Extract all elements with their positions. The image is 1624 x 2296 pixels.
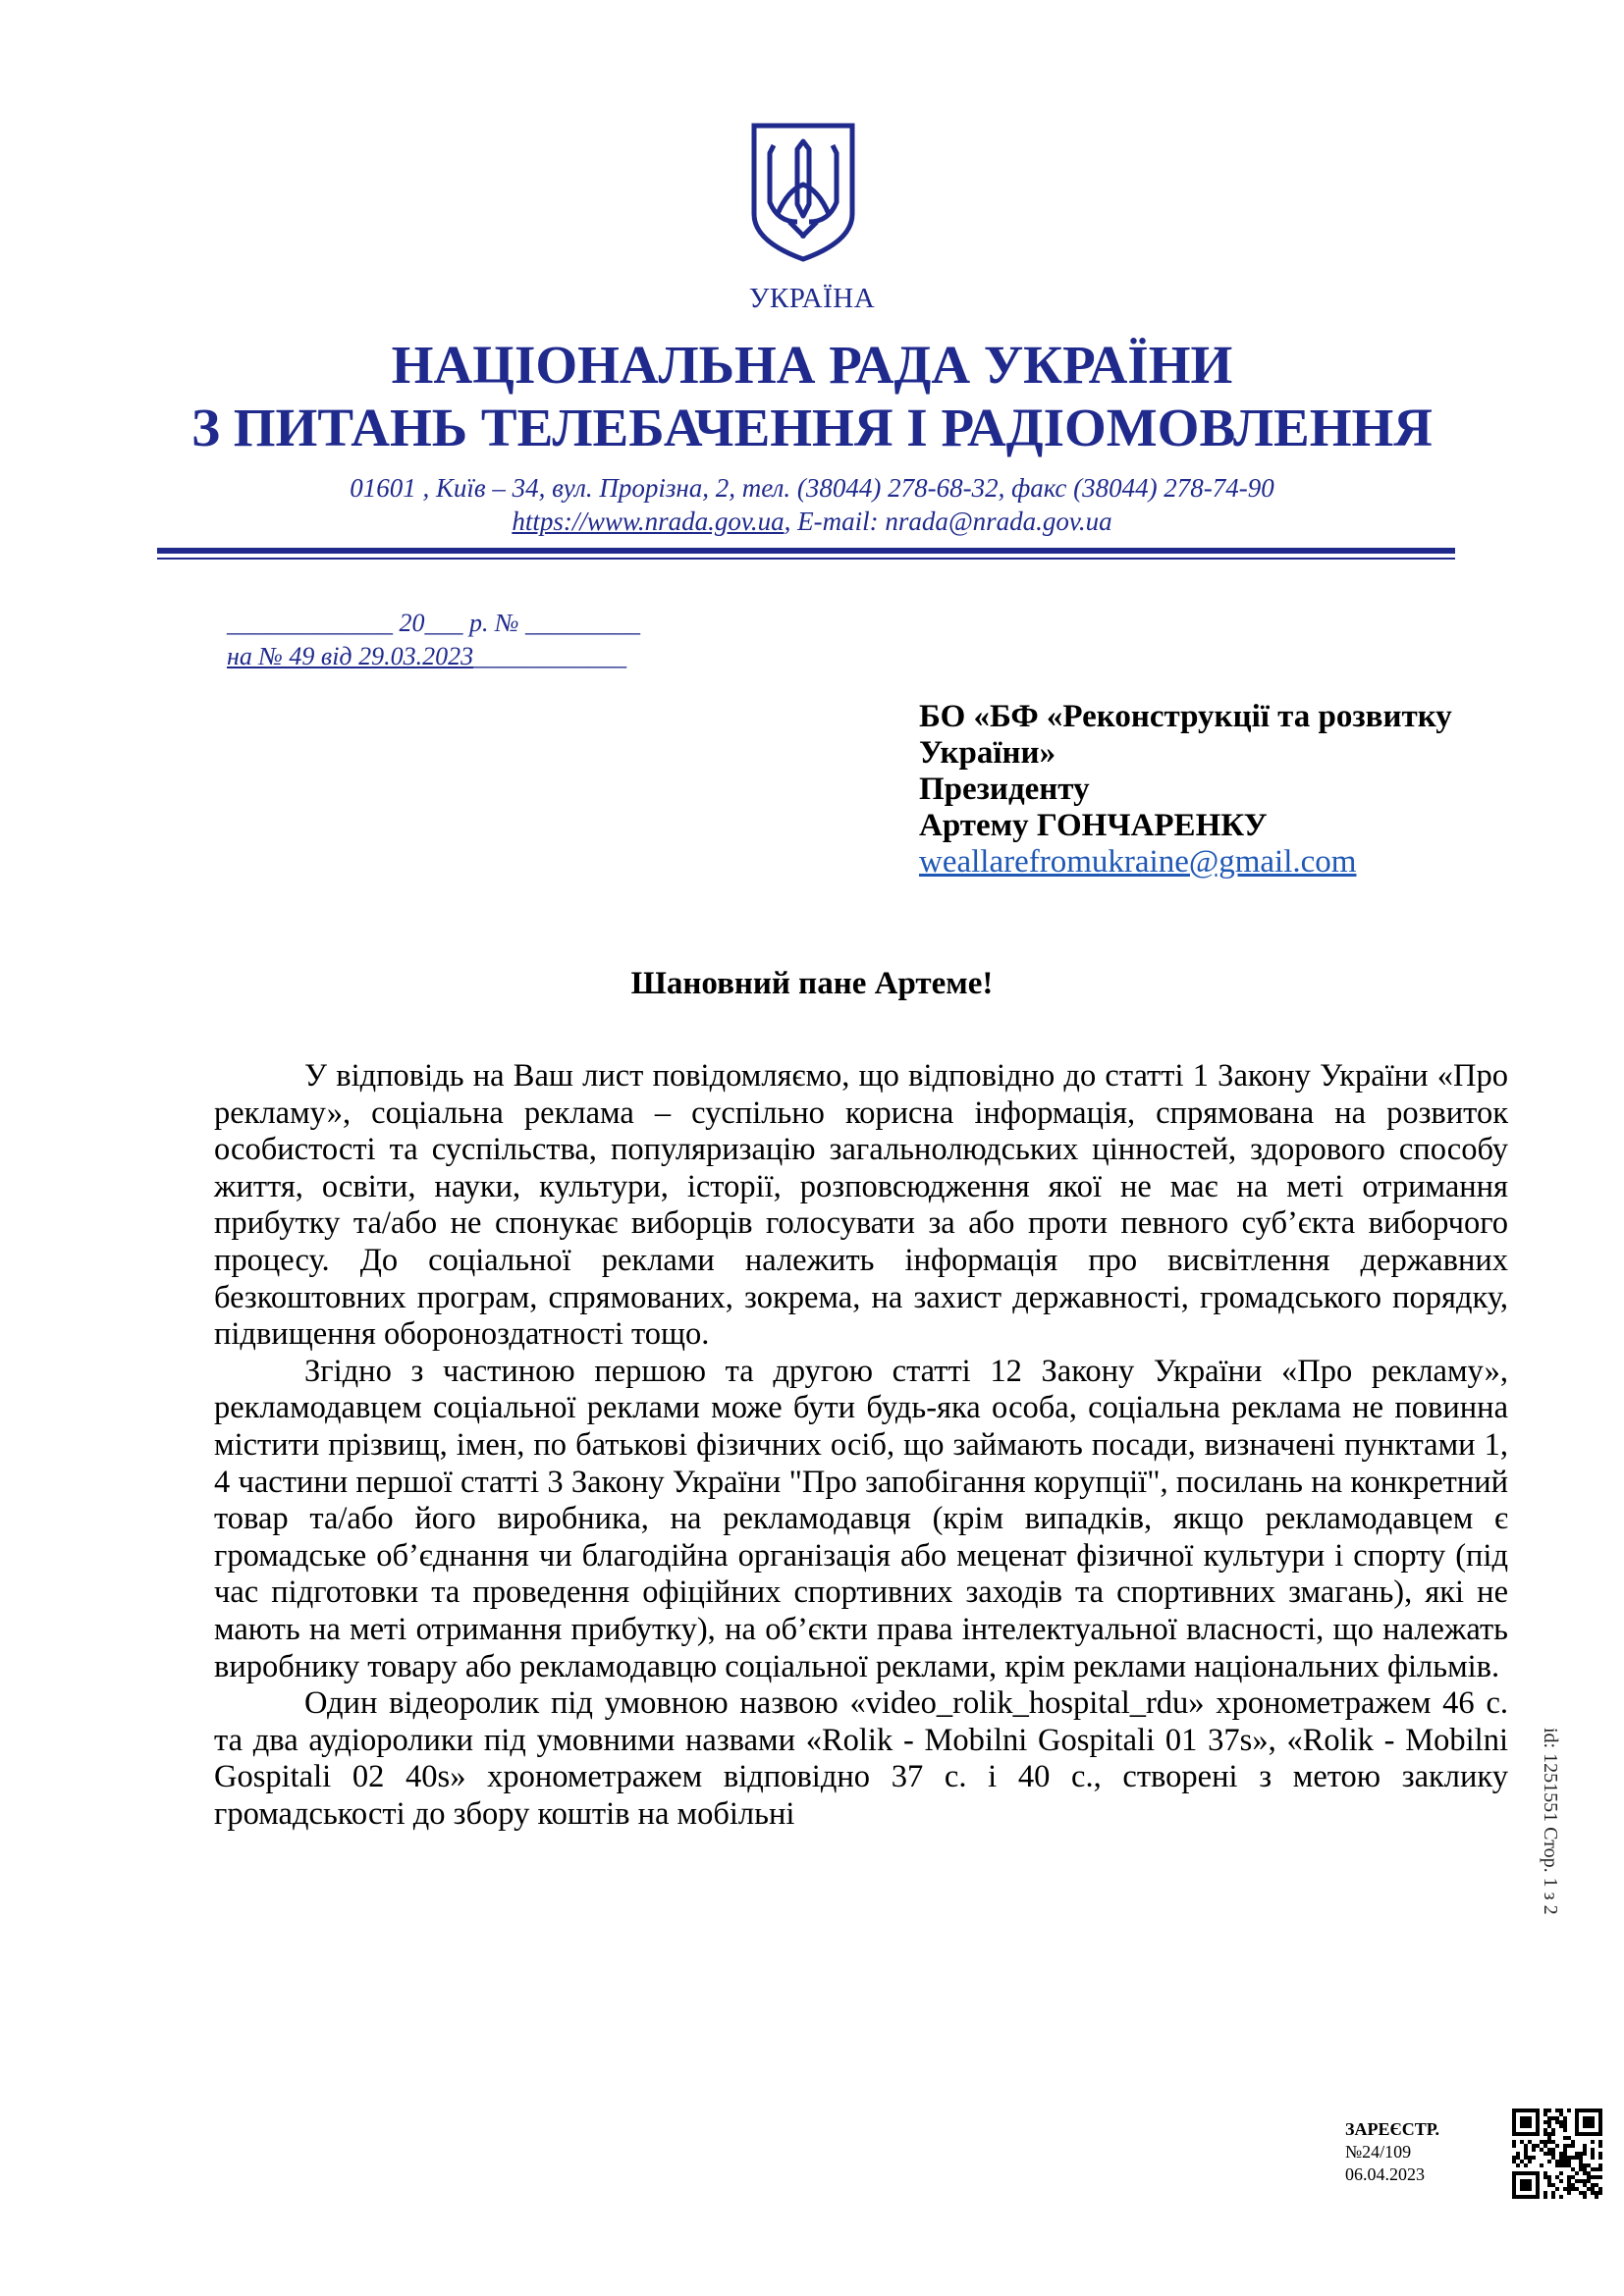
letterhead-divider-thick <box>157 548 1455 554</box>
addressee-line4: Артему ГОНЧАРЕНКУ <box>919 808 1268 843</box>
registration-stamp <box>1345 2118 1439 2186</box>
contacts-address: 01601 , Київ – 34, вул. Прорізна, 2, тел. (38044) 278-68-32, факс (38044) 278-74-90 <box>350 473 1274 503</box>
contacts-email: , E-mail: nrada@nrada.gov.ua <box>784 507 1112 536</box>
coat-of-arms-icon <box>748 120 858 263</box>
org-title-line1: НАЦІОНАЛЬНА РАДА УКРАЇНИ <box>391 335 1233 395</box>
incoming-reference <box>227 640 626 673</box>
registration-number: №24/109 <box>1345 2142 1412 2162</box>
registration-date: 06.04.2023 <box>1345 2164 1425 2184</box>
contacts-web <box>0 505 1624 538</box>
body-paragraph-1: У відповідь на Ваш лист повідомляємо, що відповідно до статті 1 Закону України «Про рекламу», соціальна реклама – суспільно корисна інформація, спрямована на розвиток особистості та суспільства, популяризацію загальнолюдських цінностей, здорового способу життя, освіти, науки, культури, історії, розповсюдження якої не має на меті отримання прибутку та/або не спонукає виборців голосувати за або проти певного суб’єкта виборчого процесу. До соціальної реклами належить інформація про висвітлення державних безкоштовних програм, спрямованих, зокрема, на захист державності, громадського порядку, підвищення обороноздатності тощо. <box>214 1058 1508 1353</box>
registration-label: ЗАРЕЄСТР. <box>1345 2119 1439 2139</box>
addressee-line2: України» <box>919 735 1056 771</box>
incoming-reference-blank: ____________ <box>473 642 627 670</box>
addressee-block <box>919 699 1528 881</box>
incoming-reference-number: на № 49 від 29.03.2023 <box>227 642 474 670</box>
letterhead-divider-thin <box>157 558 1455 560</box>
country-label: УКРАЇНА <box>748 283 876 314</box>
document-id-margin <box>1530 1728 1563 1963</box>
addressee-line1: БО «БФ «Реконструкції та розвитку <box>919 699 1452 734</box>
body-paragraph-2: Згідно з частиною першою та другою статті 12 Закону України «Про рекламу», рекламодавцем соціальної реклами може бути будь-яка особа, соціальна реклама не повинна містити прізвищ, імен, по батькові фізичних осіб, що займають посади, визначені пунктами 1, 4 частини першої статті 3 Закону України "Про запобігання корупції", посилань на конкретний товар та/або його виробника, на рекламодавця (крім випадків, якщо рекламодавцем є громадське об’єднання чи благодійна організація або меценат фізичної культури і спорту (під час підготовки та проведення офіційних спортивних заходів та спортивних змагань), які не мають на меті отримання прибутку), на об’єкти права інтелектуальної власності, що належать виробнику товару або рекламодавцю соціальної реклами, крім реклами національних фільмів. <box>214 1353 1508 1684</box>
addressee-line3: Президенту <box>919 772 1090 807</box>
letter-body <box>214 1058 1508 1833</box>
document-id-text: id: 1251551 Стор. 1 з 2 <box>1540 1728 1561 1915</box>
website-link[interactable]: https://www.nrada.gov.ua <box>512 507 785 536</box>
outgoing-reference: _____________ 20___ р. № _________ <box>227 609 641 637</box>
org-title-line2: З ПИТАНЬ ТЕЛЕБАЧЕННЯ І РАДІОМОВЛЕННЯ <box>191 398 1433 457</box>
qr-code-icon <box>1512 2109 1602 2199</box>
addressee-email-link[interactable]: weallarefromukraine@gmail.com <box>919 844 1357 880</box>
body-paragraph-3: Один відеоролик під умовною назвою «video_rolik_hospital_rdu» хронометражем 46 с. та два аудіоролики під умовними назвами «Rolik - Mobilni Gospitali 01 37s», «Rolik - Mobilni Gospitali 02 40s» хронометражем відповідно 37 с. і 40 с., створені з метою заклику громадськості до збору коштів на мобільні <box>214 1685 1508 1832</box>
salutation: Шановний пане Артеме! <box>630 966 994 1001</box>
